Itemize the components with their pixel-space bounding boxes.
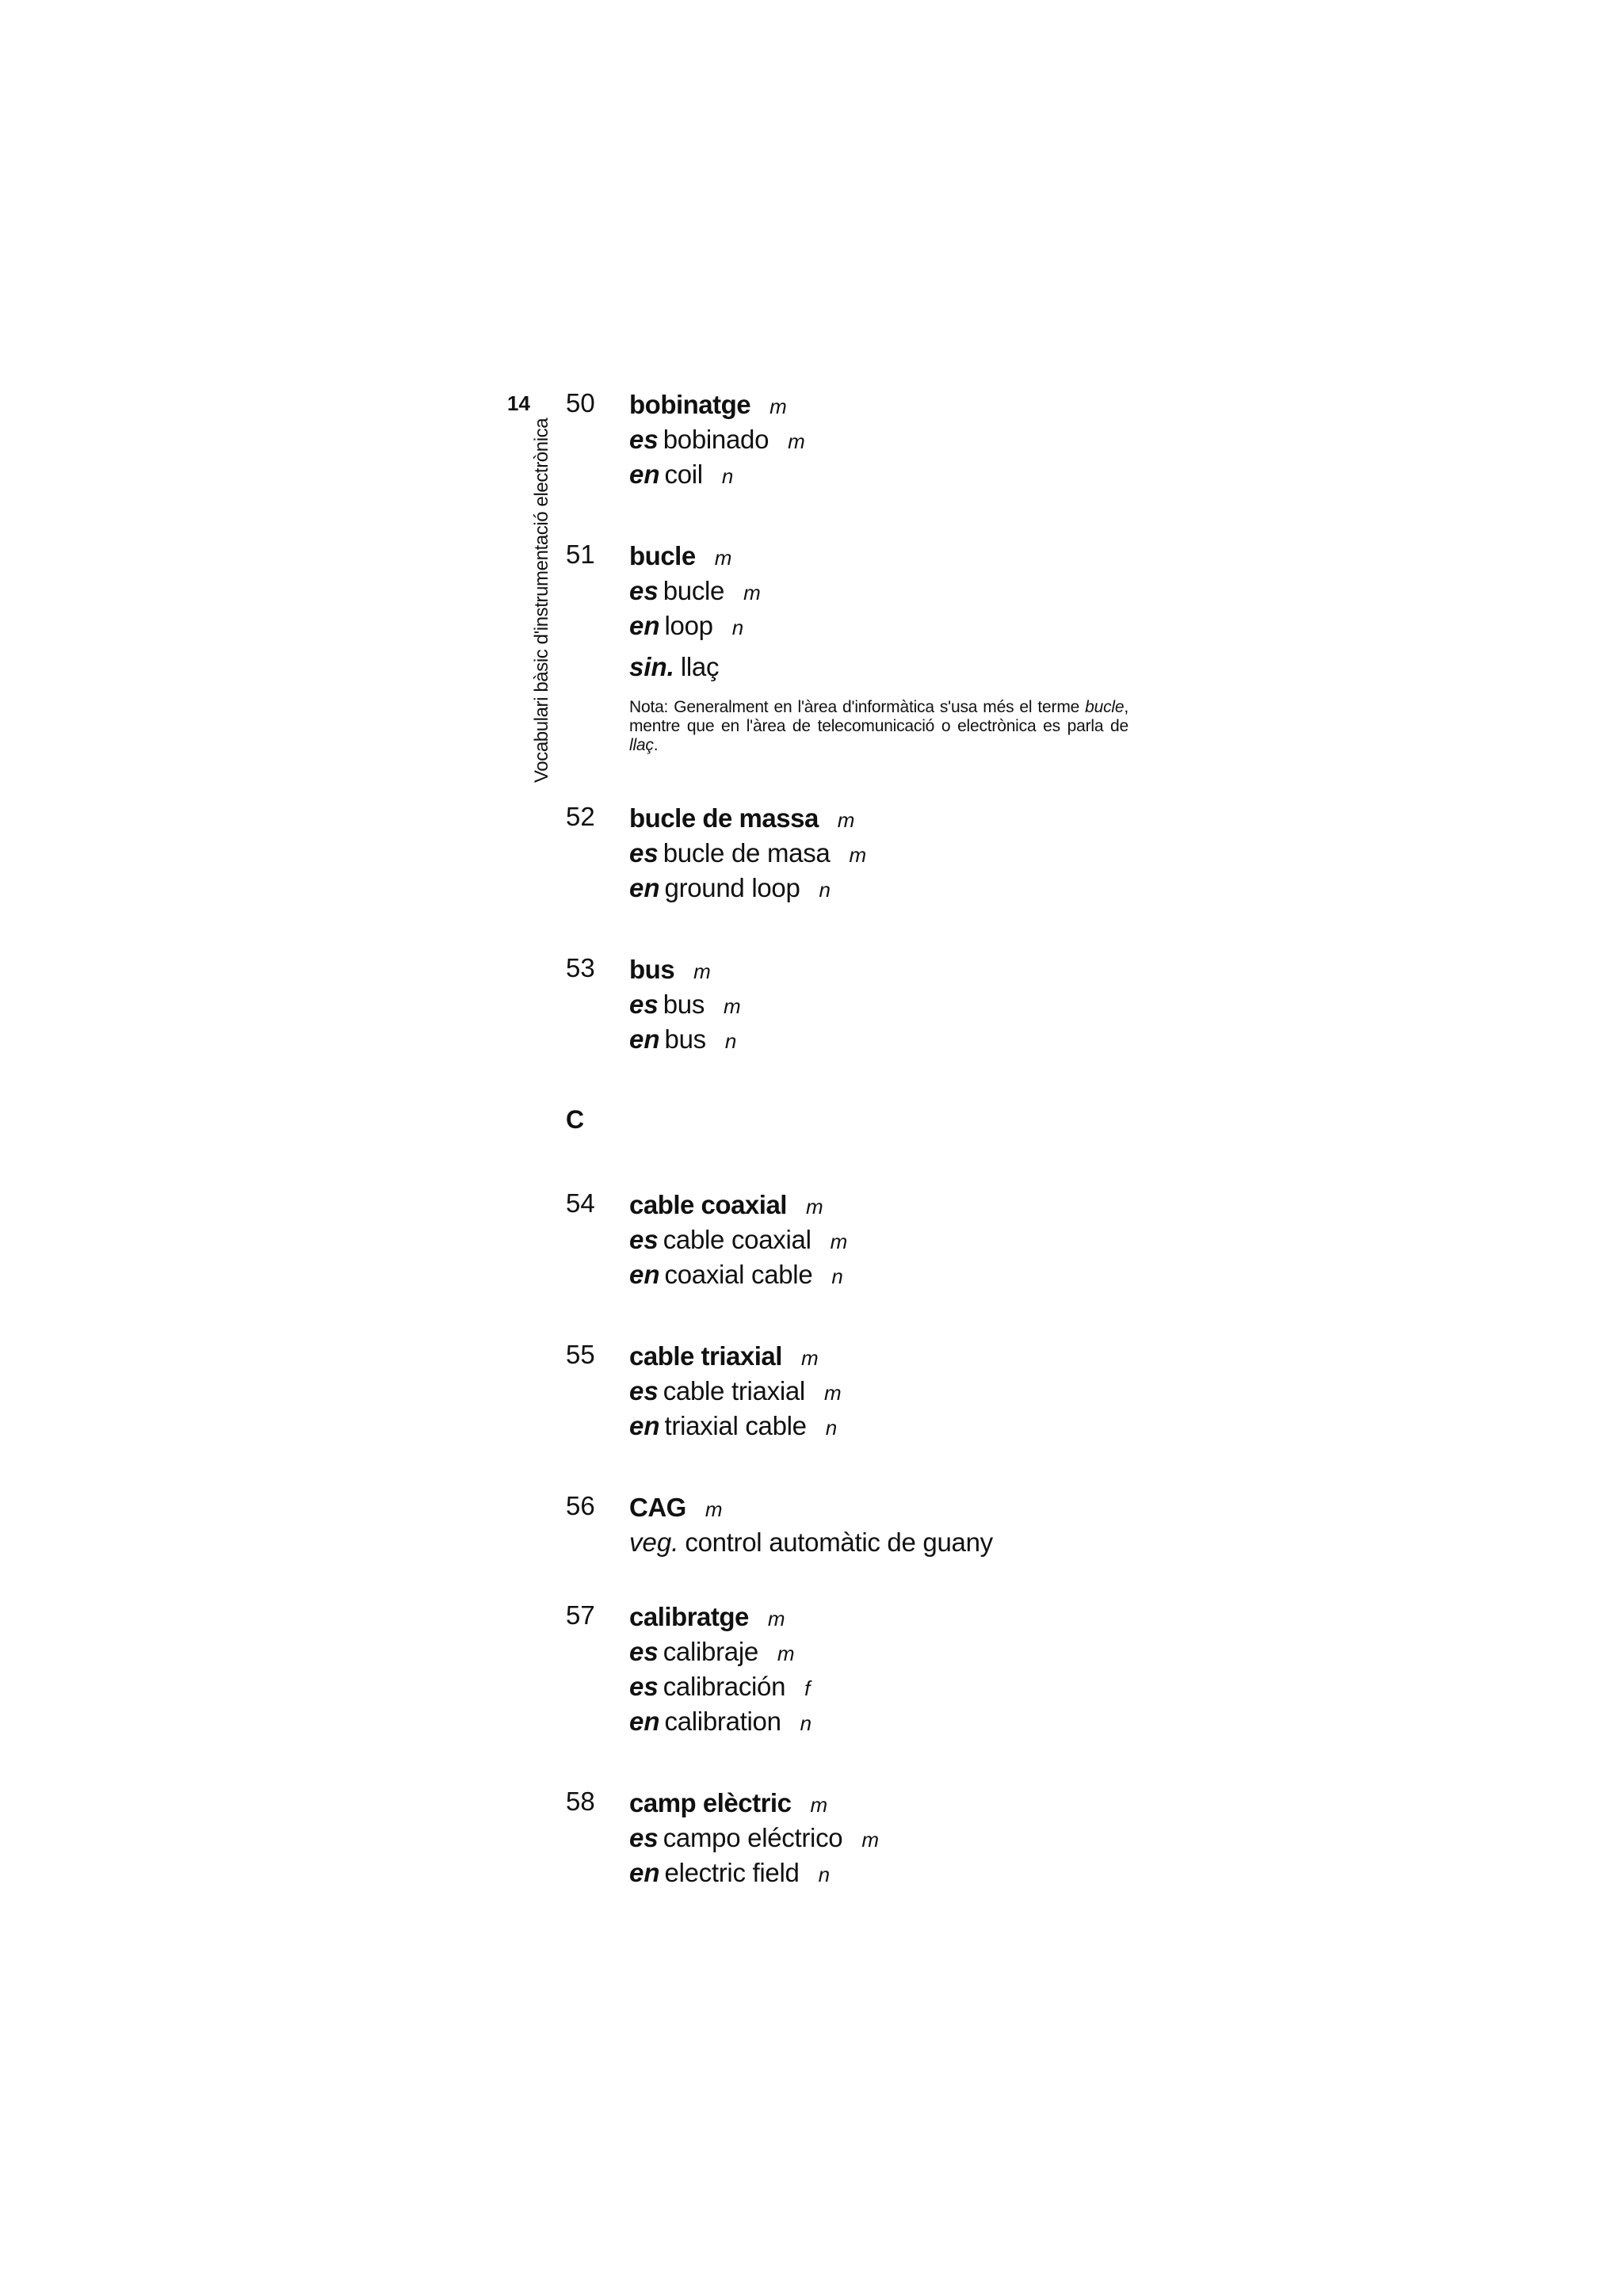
note-text: Nota: Generalment en l'àrea d'informàtica s'usa més el terme <box>629 698 1086 716</box>
translation: calibraje <box>663 1637 758 1666</box>
translation: coil <box>664 460 703 489</box>
translation-gender: n <box>721 464 734 488</box>
translation-gender: m <box>849 843 867 867</box>
entry-number: 51 <box>566 540 595 569</box>
entry-gender: m <box>800 1346 819 1370</box>
translation-gender: n <box>819 878 831 902</box>
entry-term: bobinatge <box>629 390 751 419</box>
entry-gender: m <box>769 395 787 418</box>
synonym-label: sin. <box>629 652 674 681</box>
entry-number: 57 <box>566 1600 595 1630</box>
lang-code: en <box>629 1260 660 1289</box>
translation: bus <box>664 1024 706 1054</box>
entry-number: 52 <box>566 802 595 831</box>
translation: electric field <box>664 1858 800 1887</box>
translation-gender: n <box>831 1264 843 1288</box>
translation-gender: m <box>724 994 741 1018</box>
synonym <box>629 650 1136 684</box>
entry-56 <box>566 1491 1136 1559</box>
translation-gender: n <box>800 1711 812 1735</box>
entry-gender: m <box>705 1497 723 1521</box>
translation-gender: n <box>825 1416 838 1440</box>
translation-gender: m <box>743 581 761 605</box>
translation-gender: n <box>724 1029 737 1053</box>
lang-code: es <box>629 838 659 868</box>
entry-54 <box>566 1188 1136 1293</box>
synonym-term: llaç <box>680 652 720 681</box>
lang-code: es <box>629 990 659 1019</box>
translation-gender: f <box>804 1676 811 1700</box>
entry-gender: m <box>693 959 711 983</box>
entry-53 <box>566 953 1136 1058</box>
translation-gender: m <box>823 1381 842 1405</box>
entry-number: 56 <box>566 1491 595 1520</box>
entry-55 <box>566 1340 1136 1444</box>
section-letter: C <box>566 1105 585 1134</box>
translation-gender: m <box>830 1230 848 1253</box>
lang-code: es <box>629 425 659 454</box>
translation-gender: m <box>788 429 805 453</box>
entry-gender: m <box>837 808 855 832</box>
translation: loop <box>664 611 713 640</box>
entry-term: cable coaxial <box>629 1190 787 1219</box>
translation-gender: n <box>818 1863 831 1886</box>
translation: cable triaxial <box>663 1376 805 1405</box>
translation: bucle <box>663 576 725 605</box>
entry-50 <box>566 388 1136 493</box>
entry-gender: m <box>805 1195 823 1219</box>
note-text: , mentre que en l'àrea de telecomunicació o electrònica es parla de <box>629 698 1128 735</box>
lang-code: es <box>629 1637 659 1666</box>
entry-note <box>629 698 1128 755</box>
see-also-term: control automàtic de guany <box>685 1527 993 1557</box>
entry-number: 55 <box>566 1340 595 1369</box>
entry-57 <box>566 1600 1136 1740</box>
translation: cable coaxial <box>663 1225 812 1254</box>
translation-gender: m <box>777 1642 795 1665</box>
entry-term: calibratge <box>629 1602 749 1631</box>
entry-number: 58 <box>566 1787 595 1816</box>
translation-gender: m <box>861 1828 879 1852</box>
entry-term: bus <box>629 955 675 984</box>
lang-code: en <box>629 1707 660 1736</box>
lang-code: en <box>629 611 660 640</box>
lang-code: en <box>629 1858 660 1887</box>
entry-term: camp elèctric <box>629 1788 792 1817</box>
entry-term: bucle de massa <box>629 803 819 833</box>
lang-code: es <box>629 1672 659 1701</box>
translation: campo eléctrico <box>663 1823 843 1852</box>
translation: calibración <box>663 1672 786 1701</box>
translation: bucle de masa <box>663 838 831 868</box>
entry-term: bucle <box>629 541 696 570</box>
translation: calibration <box>664 1707 781 1736</box>
translation: triaxial cable <box>664 1411 807 1440</box>
entry-gender: m <box>767 1607 785 1630</box>
lang-code: es <box>629 1225 659 1254</box>
entry-term: cable triaxial <box>629 1341 782 1371</box>
lang-code: en <box>629 460 660 489</box>
see-also-label: veg. <box>629 1527 679 1557</box>
translation-gender: n <box>731 616 744 639</box>
entry-51 <box>566 540 1136 755</box>
translation: bobinado <box>663 425 769 454</box>
lang-code: es <box>629 1823 659 1852</box>
entry-number: 53 <box>566 953 595 982</box>
entry-term: CAG <box>629 1493 686 1522</box>
entry-gender: m <box>714 546 732 570</box>
entry-number: 50 <box>566 388 595 418</box>
entry-58 <box>566 1787 1136 1891</box>
note-text: . <box>653 736 659 754</box>
lang-code: es <box>629 576 659 605</box>
lang-code: en <box>629 1411 660 1440</box>
glossary-entries <box>566 388 1136 1938</box>
running-title: Vocabulari bàsic d'instrumentació electrònica <box>531 418 552 783</box>
page-number: 14 <box>507 391 530 415</box>
entry-number: 54 <box>566 1188 595 1218</box>
translation: coaxial cable <box>664 1260 813 1289</box>
translation: ground loop <box>664 873 800 902</box>
note-emphasis: bucle <box>1085 698 1125 716</box>
note-emphasis: llaç <box>629 736 654 754</box>
lang-code: en <box>629 873 660 902</box>
lang-code: en <box>629 1024 660 1054</box>
translation: bus <box>663 990 705 1019</box>
entry-gender: m <box>810 1793 828 1817</box>
entry-52 <box>566 802 1136 906</box>
lang-code: es <box>629 1376 659 1405</box>
